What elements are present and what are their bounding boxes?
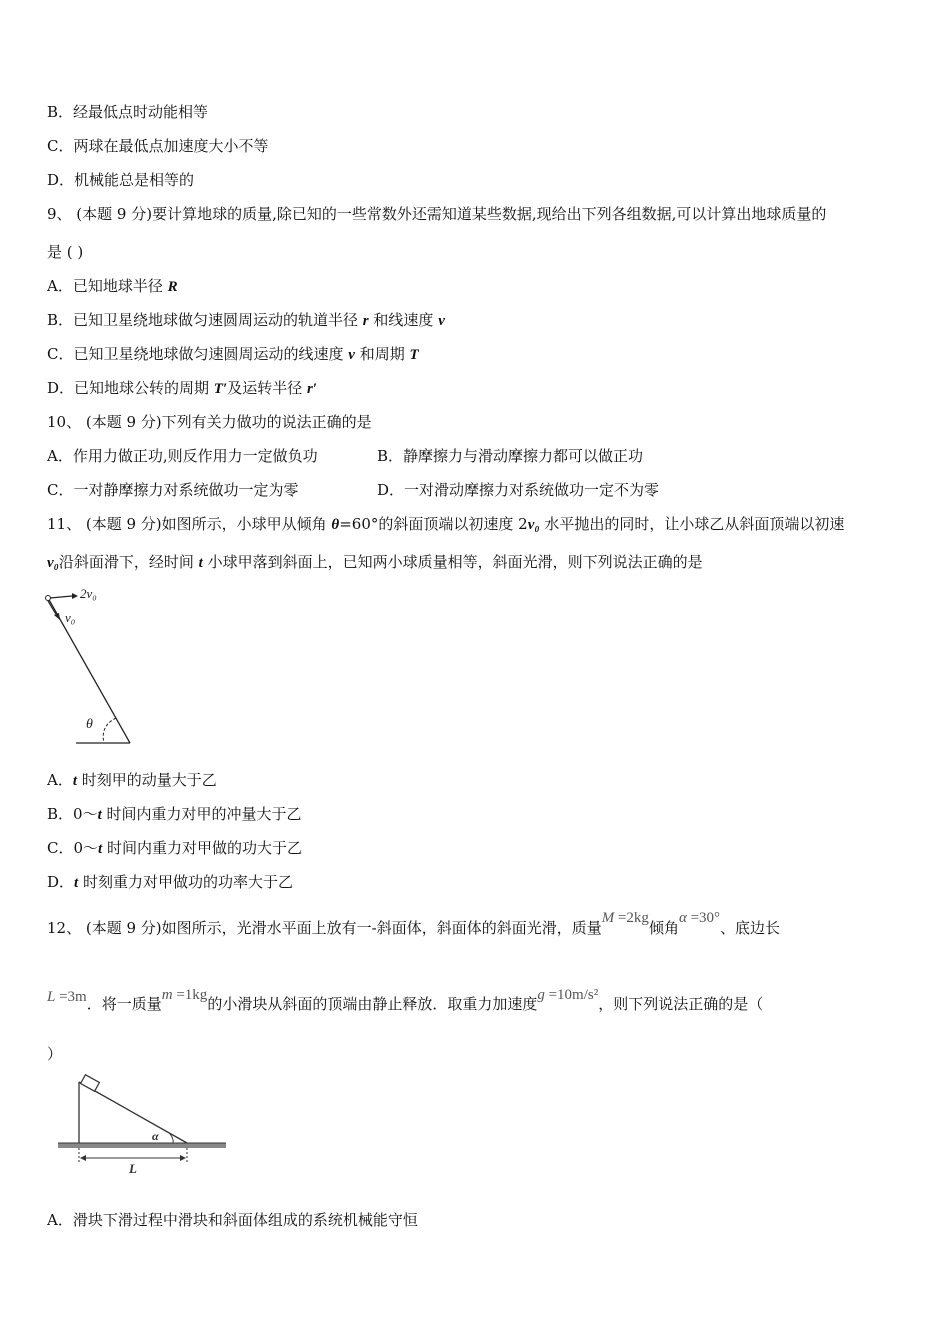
q11-option-d-pre: D． bbox=[47, 873, 75, 891]
q12-stem-text-d: ．将一质量 bbox=[86, 995, 162, 1013]
q9-option-c-text: C．已知卫星绕地球做匀速圆周运动的线速度 bbox=[47, 345, 349, 363]
q12-stem-line1 bbox=[47, 910, 781, 939]
q9-option-b-mid: 和线速度 bbox=[368, 311, 439, 329]
q9-option-c-mid: 和周期 bbox=[354, 345, 410, 363]
q12-mass-symbol: M bbox=[601, 910, 615, 926]
q11-option-c bbox=[47, 838, 302, 859]
q12-block bbox=[81, 1075, 100, 1092]
q9-option-b-var1: r bbox=[362, 313, 369, 329]
q12-small-mass-formula bbox=[162, 985, 208, 1003]
q9-option-d-mid: 及运转半径 bbox=[227, 379, 307, 397]
q12-option-a: A．滑块下滑过程中滑块和斜面体组成的系统机械能守恒 bbox=[47, 1211, 418, 1229]
q12-stem-text-b: 倾角 bbox=[648, 919, 679, 937]
q11-theta: θ bbox=[331, 517, 340, 533]
q12-dimension-arrow-right bbox=[180, 1155, 186, 1161]
q12-stem-line3: ） bbox=[47, 1045, 63, 1063]
q11-option-a-t: t bbox=[72, 773, 78, 789]
q11-label-2v0: 2v₀ bbox=[80, 586, 97, 601]
q12-mass-formula bbox=[602, 908, 649, 926]
q8-option-b: B．经最低点时动能相等 bbox=[47, 103, 209, 121]
q9-option-c bbox=[47, 344, 419, 365]
q8-option-c: C．两球在最低点加速度大小不等 bbox=[47, 137, 269, 155]
q11-label-v0: v₀ bbox=[65, 610, 76, 625]
q11-stem-text-d: 沿斜面滑下，经时间 bbox=[58, 553, 199, 571]
q9-option-a bbox=[47, 276, 178, 297]
q11-option-b-pre: B．0～ bbox=[47, 805, 98, 823]
q12-angle-value: =30° bbox=[686, 910, 721, 926]
q12-label-L: L bbox=[129, 1161, 137, 1176]
q12-length-symbol: L bbox=[47, 989, 56, 1005]
q11-option-d-t: t bbox=[74, 875, 79, 891]
q11-label-theta: θ bbox=[86, 717, 93, 732]
q9-option-a-var: R bbox=[167, 279, 178, 295]
q11-stem-text-c: 水平抛出的同时，让小球乙从斜面顶端以初速 bbox=[539, 515, 845, 533]
q9-option-b bbox=[47, 310, 445, 331]
q12-small-mass-value: =1kg bbox=[172, 987, 208, 1003]
q11-option-a-post: 时刻甲的动量大于乙 bbox=[77, 771, 217, 789]
q12-dimension-arrow-left bbox=[80, 1155, 86, 1161]
q12-gravity-value: =10m/s² bbox=[544, 987, 599, 1003]
q9-option-a-text: A．已知地球半径 bbox=[47, 277, 168, 295]
q11-incline-figure bbox=[40, 578, 150, 748]
q12-label-alpha: α bbox=[152, 1129, 159, 1143]
q11-option-b-post: 时间内重力对甲的冲量大于乙 bbox=[101, 805, 302, 823]
q11-stem-text-b: =60°的斜面顶端以初速度 2 bbox=[339, 515, 528, 533]
q9-option-d-var1: T′ bbox=[213, 381, 228, 397]
q9-option-c-var2: T bbox=[409, 347, 419, 363]
q11-stem-text-a: 11、 (本题 9 分)如图所示，小球甲从倾角 bbox=[47, 515, 332, 533]
q11-arrow-v0 bbox=[48, 601, 57, 616]
q9-option-d-text: D．已知地球公转的周期 bbox=[47, 379, 214, 397]
q12-mass-value: =2kg bbox=[614, 910, 649, 926]
q11-option-c-pre: C．0～ bbox=[47, 839, 99, 857]
q10-option-a: A．作用力做正功,则反作用力一定做负功 bbox=[47, 447, 318, 465]
q11-option-d bbox=[47, 872, 293, 893]
q10-option-d: D．一对滑动摩擦力对系统做功一定不为零 bbox=[377, 481, 660, 499]
q11-option-a bbox=[47, 770, 217, 791]
q11-v0-line2: v₀ bbox=[47, 555, 59, 571]
q10-stem: 10、 (本题 9 分)下列有关力做功的说法正确的是 bbox=[47, 413, 372, 431]
q11-stem-line1 bbox=[47, 514, 844, 535]
q11-option-a-pre: A． bbox=[47, 771, 73, 789]
q11-stem-line2 bbox=[47, 552, 703, 573]
q12-gravity-formula bbox=[537, 985, 598, 1003]
q12-stem-text-f: ，则下列说法正确的是（ bbox=[598, 995, 764, 1013]
q11-t: t bbox=[198, 555, 203, 571]
q10-option-b: B．静摩擦力与滑动摩擦力都可以做正功 bbox=[377, 447, 644, 465]
q11-option-d-post: 时刻重力对甲做功的功率大于乙 bbox=[78, 873, 293, 891]
q9-option-d bbox=[47, 378, 317, 399]
q11-option-c-post: 时间内重力对甲做的功大于乙 bbox=[102, 839, 302, 857]
q10-option-c: C．一对静摩擦力对系统做功一定为零 bbox=[47, 481, 299, 499]
q12-gravity-symbol: g bbox=[537, 987, 545, 1003]
q12-stem-line2 bbox=[47, 987, 764, 1015]
q12-angle-formula bbox=[679, 908, 720, 926]
q8-option-d: D．机械能总是相等的 bbox=[47, 171, 195, 189]
q12-stem-text-a: 12、 (本题 9 分)如图所示，光滑水平面上放有一-斜面体，斜面体的斜面光滑，质量 bbox=[47, 919, 602, 937]
q12-small-mass-symbol: m bbox=[161, 987, 173, 1003]
q9-option-c-var1: v bbox=[348, 347, 355, 363]
q11-angle-arc bbox=[103, 718, 116, 743]
q11-v0: v₀ bbox=[527, 517, 540, 533]
q11-ball bbox=[46, 596, 51, 601]
q11-option-b-t: t bbox=[97, 807, 102, 823]
q9-stem-line2: 是 ( ) bbox=[47, 243, 84, 261]
q12-incline-figure bbox=[52, 1072, 232, 1182]
q12-length-formula bbox=[47, 987, 87, 1005]
q11-arrowhead-v0 bbox=[54, 613, 60, 620]
q9-option-b-text: B．已知卫星绕地球做匀速圆周运动的轨道半径 bbox=[47, 311, 363, 329]
q12-angle-symbol: α bbox=[678, 910, 687, 926]
q12-length-value: =3m bbox=[55, 989, 87, 1005]
q11-option-c-t: t bbox=[98, 841, 103, 857]
q9-option-d-var2: r′ bbox=[306, 381, 318, 397]
q12-ground bbox=[58, 1143, 226, 1148]
q12-stem-text-c: 、底边长 bbox=[720, 919, 781, 937]
q9-stem-line1: 9、 (本题 9 分)要计算地球的质量,除已知的一些常数外还需知道某些数据,现给出下列各组数据,可以计算出地球质量的 bbox=[47, 205, 827, 223]
q11-arrowhead-2v0 bbox=[72, 593, 78, 599]
q11-option-b bbox=[47, 804, 302, 825]
q12-stem-text-e: 的小滑块从斜面的顶端由静止释放．取重力加速度 bbox=[207, 995, 538, 1013]
q11-arrow-2v0 bbox=[50, 596, 72, 598]
q9-option-b-var2: v bbox=[438, 313, 445, 329]
q11-stem-text-e: 小球甲落到斜面上，已知两小球质量相等，斜面光滑，则下列说法正确的是 bbox=[202, 553, 703, 571]
